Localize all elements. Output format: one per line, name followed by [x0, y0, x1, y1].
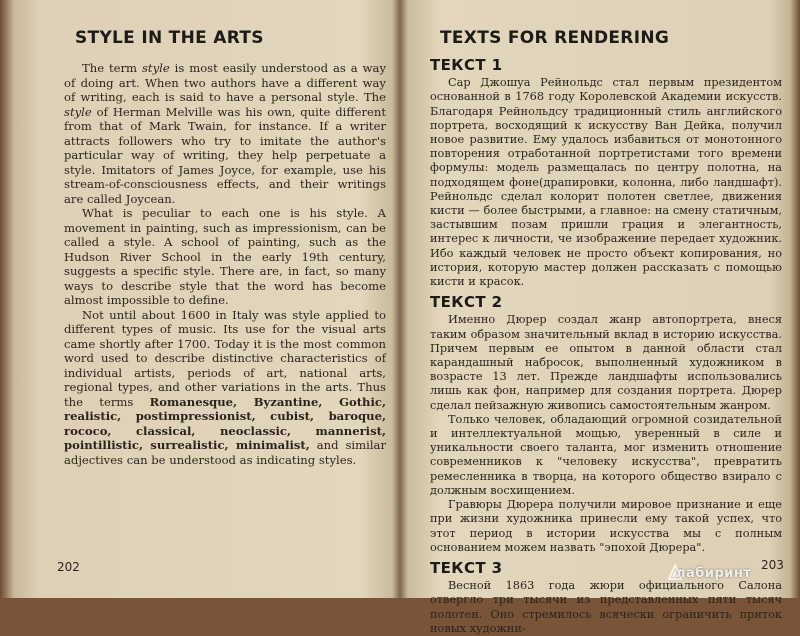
- left-paragraph: [64, 308, 386, 468]
- section-heading: ТЕКСТ 3: [430, 558, 503, 577]
- text-run: is most easily understood as a way of doing art. When two authors have a different way of writing, each is said to have a personal style. The: [64, 61, 386, 104]
- page-title-left: STYLE IN THE ARTS: [75, 28, 264, 48]
- left-paragraph: [64, 206, 386, 308]
- left-body-text: [64, 61, 386, 467]
- right-page: [400, 0, 800, 635]
- text-run: The term: [82, 61, 142, 75]
- right-body-text: [430, 52, 782, 636]
- bold-terms: Romanesque, Byzantine, Gothic, realistic, postimpressionist, cubist, baroque, rococo, classical, neoclassic, mannerist, pointillistic, surrealistic, minimalist,: [64, 394, 386, 452]
- page-title-right: TEXTS FOR RENDERING: [440, 28, 670, 48]
- section-paragraph: Гравюры Дюрера получили мировое признание и еще при жизни художника принесли ему такой успех, что этот период в истории искусства мы с полным основанием можем назвать "эпохой Дюрера".: [430, 498, 782, 554]
- text-run: Not until about 1600 in Italy was style applied to different types of music. Its use for the visual arts came shortly after 1700. Today it is the most common word used to describe distinctive characteristics of individual artists, periods of art, national arts, regional types, and other variations in the arts. Thus the terms: [64, 307, 386, 409]
- section-paragraph: Сар Джошуа Рейнольдс стал первым президентом основанной в 1768 году Королевской Академии искусств. Благодаря Рейнольдсу традиционный стиль английского портрета, восходящий к искусству Ван Дейка, получил новое развитие. Ему удалось избавиться от монотонного повторения отработанной портретистами того времени формулы: модель размещалась по центру полотна, на подходящем фоне(драпировки, колонна, либо ландшафт). Рейнольдс сделал колорит полотен светлее, движения кисти — более быстрыми, а главное: на смену статичным, застывшим позам пришли грация и элегантность, интерес к личности, че изображение передает художник. Ибо каждый человек не просто объект копирования, но история, которую мастер должен рассказать с помощью кисти и красок.: [430, 76, 782, 289]
- text-run: and similar adjectives can be understood as indicating styles.: [64, 438, 386, 467]
- left-page: [0, 0, 400, 598]
- watermark-text: лабиринт: [676, 566, 752, 581]
- italic-term: style: [64, 104, 92, 119]
- left-paragraph: [64, 61, 386, 206]
- section-paragraph: Именно Дюрер создал жанр автопортрета, внеся таким образом значительный вклад в историю искусства. Причем первым ее опытом в данной области стал карандашный набросок, выполненный художником в возрасте 13 лет. Прежде ландшафты использовались лишь как фон, например для создания портрета. Дюрер сделал пейзажную живопись самостоятельным жанром.: [430, 313, 782, 412]
- page-number-right: 203: [761, 558, 784, 572]
- text-run: of Herman Melville was his own, quite different from that of Mark Twain, for instance. If a writer attracts followers who try to imitate the author's particular way of writing, they help perpetuate a style. Imitators of James Joyce, for example, use his stream-of-consciousness effects, and their writings are called Joycean.: [64, 104, 386, 206]
- section-heading: ТЕКСТ 1: [430, 56, 503, 74]
- italic-term: style: [141, 61, 170, 75]
- page-number-left: 202: [57, 560, 80, 574]
- section-paragraph: Только человек, обладающий огромной созидательной и интеллектуальной мощью, уверенный в силе и уникальности своего таланта, мог изменить отношение современников к "человеку искусства", превратить ремесленника в творца, на которого общество взирало с должным восхищением.: [430, 412, 782, 497]
- section-heading: ТЕКСТ 2: [430, 293, 503, 312]
- section-paragraph: Весной 1863 года жюри официального Салона отвергло три тысячи из представленных пяти тысяч полотен. Оно стремилось всячески ограничить приток новых художни-: [430, 579, 782, 635]
- text-run: What is peculiar to each one is his style. A movement in painting, such as impressionism, can be called a style. A school of painting, such as the Hudson River School in the early 19th century, suggests a specific style. There are, in fact, so many ways to describe style that the word has become almost impossible to define.: [64, 206, 386, 307]
